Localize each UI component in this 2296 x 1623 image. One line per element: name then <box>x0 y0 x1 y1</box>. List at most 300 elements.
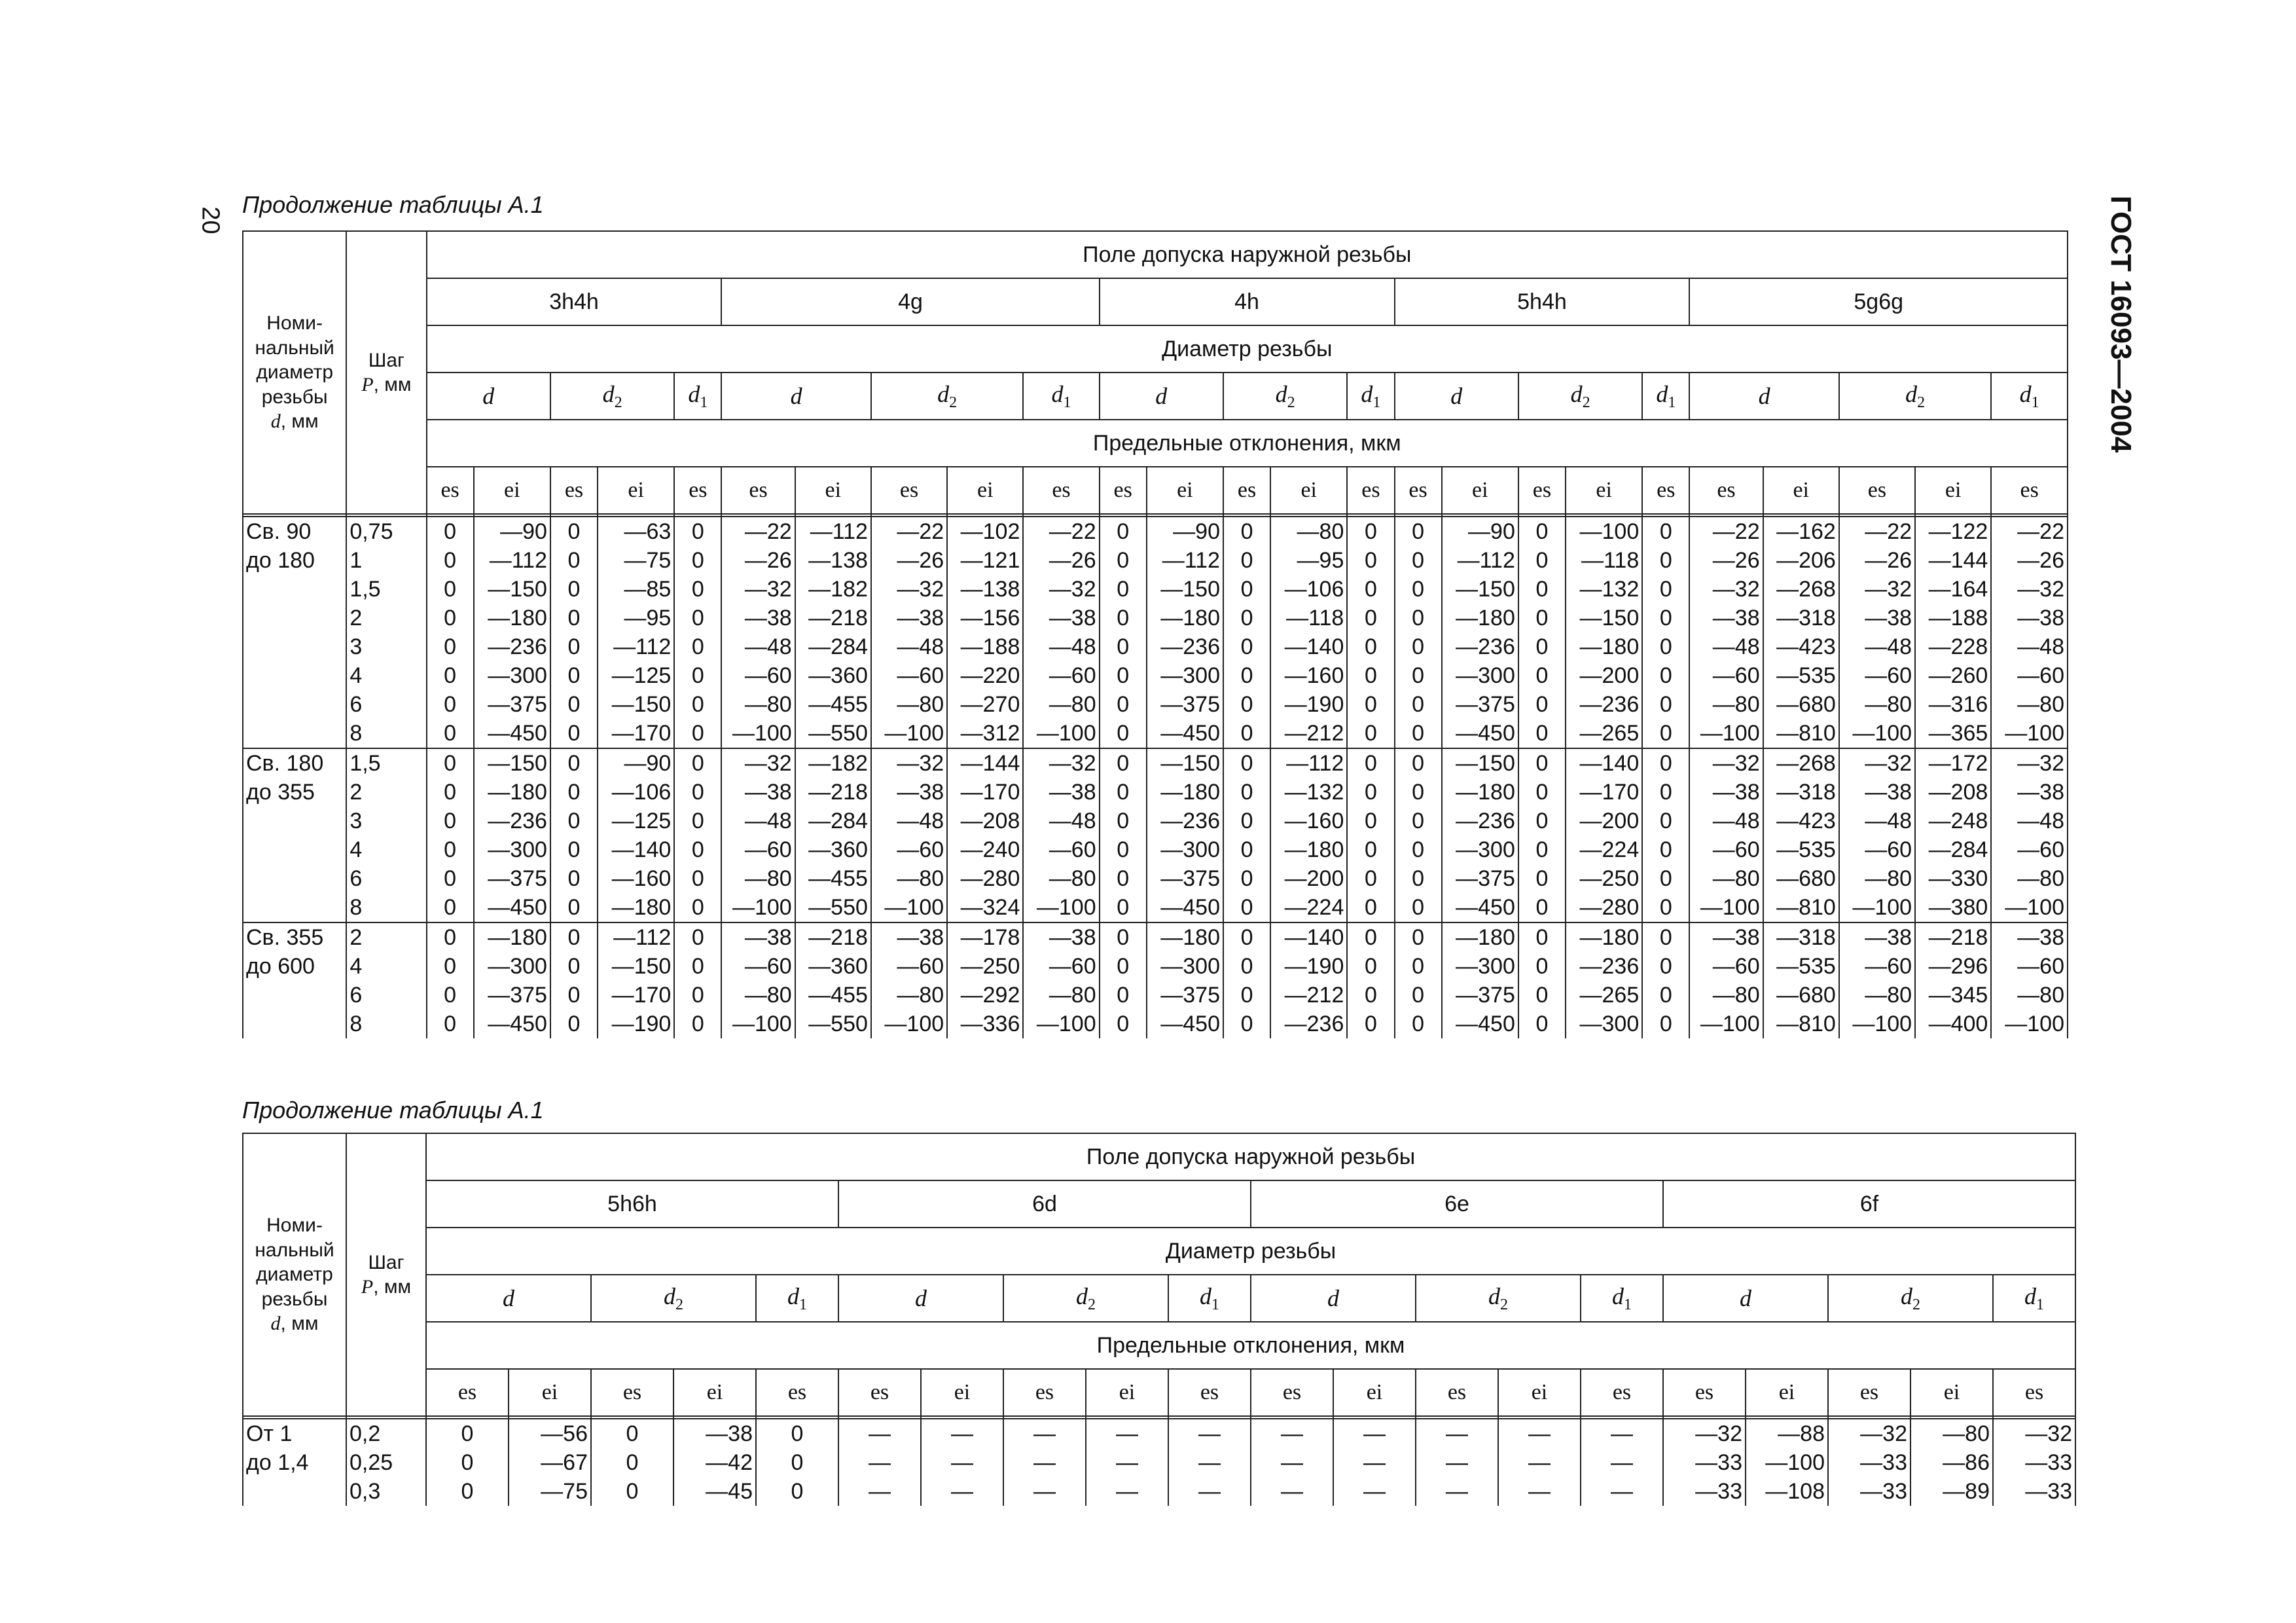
diameter-range-cell <box>243 632 346 661</box>
deviation-cell: —38 <box>1991 604 2068 632</box>
deviation-cell: —48 <box>871 807 947 835</box>
deviation-cell: —280 <box>1566 893 1642 922</box>
deviation-cell: —375 <box>1442 864 1518 893</box>
deviation-cell: — <box>1086 1477 1168 1506</box>
deviation-cell: —423 <box>1763 632 1839 661</box>
deviation-cell: —26 <box>1023 546 1099 575</box>
deviation-cell: —360 <box>795 952 871 981</box>
tolerance-class-header: 5h6h <box>426 1180 838 1228</box>
tolerance-field-header: Поле допуска наружной резьбы <box>426 1133 2075 1180</box>
deviation-cell: —810 <box>1763 719 1839 748</box>
header-row <box>243 420 2068 467</box>
es-header: es <box>838 1369 921 1416</box>
deviation-cell: —32 <box>1993 1419 2075 1448</box>
table-row <box>243 981 2068 1010</box>
step-cell: 1,5 <box>346 748 426 778</box>
deviation-cell: —200 <box>1270 864 1347 893</box>
deviation-cell: 0 <box>1642 1010 1689 1038</box>
deviation-cell: 0 <box>550 778 598 807</box>
deviation-cell: —400 <box>1915 1010 1991 1038</box>
deviation-cell: —80 <box>1023 690 1099 719</box>
deviation-cell: 0 <box>550 981 598 1010</box>
deviation-cell: —450 <box>474 719 550 748</box>
deviation-cell: 0 <box>1100 748 1147 778</box>
deviation-cell: —112 <box>1442 546 1518 575</box>
deviation-cell: —112 <box>598 632 674 661</box>
step-cell: 6 <box>346 981 426 1010</box>
deviation-cell: —218 <box>795 778 871 807</box>
deviation-cell: 0 <box>674 778 721 807</box>
deviation-cell: 0 <box>1642 517 1689 546</box>
deviation-cell: 0 <box>1223 575 1270 604</box>
deviation-cell: —138 <box>795 546 871 575</box>
deviation-cell: —89 <box>1910 1477 1993 1506</box>
deviation-cell: —80 <box>1023 864 1099 893</box>
deviation-cell: 0 <box>1223 632 1270 661</box>
deviation-cell: —38 <box>1689 922 1763 952</box>
step-cell: 8 <box>346 893 426 922</box>
symbol-d2: $d_2$ <box>1518 373 1642 420</box>
deviation-cell: —26 <box>1991 546 2068 575</box>
deviation-cell: 0 <box>1347 661 1394 690</box>
deviation-cell: —112 <box>1147 546 1223 575</box>
deviation-cell: —26 <box>1689 546 1763 575</box>
deviation-cell: 0 <box>1347 575 1394 604</box>
deviation-cell: —150 <box>474 575 550 604</box>
table-row <box>243 690 2068 719</box>
deviation-cell: —32 <box>1839 575 1915 604</box>
deviation-cell: —42 <box>673 1448 756 1477</box>
deviation-cell: 0 <box>1518 719 1566 748</box>
deviation-cell: —455 <box>795 981 871 1010</box>
tolerance-field-header: Поле допуска наружной резьбы <box>427 231 2068 278</box>
deviation-cell: —140 <box>1270 922 1347 952</box>
deviation-cell: —121 <box>947 546 1023 575</box>
deviation-cell: —118 <box>1566 546 1642 575</box>
deviation-cell: —236 <box>1442 807 1518 835</box>
deviation-cell: —270 <box>947 690 1023 719</box>
deviation-cell: —680 <box>1763 981 1839 1010</box>
diameter-range-cell: От 1 <box>243 1419 346 1448</box>
deviation-cell: —60 <box>1991 952 2068 981</box>
deviation-cell: —22 <box>1689 517 1763 546</box>
deviation-cell: 0 <box>1518 632 1566 661</box>
deviation-cell: 0 <box>1223 546 1270 575</box>
deviation-cell: —38 <box>871 778 947 807</box>
deviation-cell: 0 <box>1100 575 1147 604</box>
tolerance-class-header: 4g <box>721 278 1099 325</box>
deviation-cell: —100 <box>871 1010 947 1038</box>
deviation-cell: —375 <box>474 981 550 1010</box>
deviation-cell: — <box>1416 1448 1498 1477</box>
deviation-cell: 0 <box>1642 981 1689 1010</box>
deviation-cell: —60 <box>721 661 795 690</box>
deviation-cell: 0 <box>427 1010 474 1038</box>
deviation-cell: —85 <box>598 575 674 604</box>
symbol-d2: $d_2$ <box>1828 1275 1993 1322</box>
table-row <box>243 922 2068 952</box>
deviation-cell: —284 <box>1915 835 1991 864</box>
deviation-cell: —26 <box>721 546 795 575</box>
deviation-cell: —375 <box>1147 981 1223 1010</box>
deviation-cell: 0 <box>1223 778 1270 807</box>
deviation-cell: — <box>1333 1448 1416 1477</box>
es-header: es <box>427 467 474 514</box>
deviation-cell: —188 <box>947 632 1023 661</box>
deviation-cell: — <box>1251 1419 1333 1448</box>
deviation-cell: —180 <box>1147 922 1223 952</box>
deviation-cell: 0 <box>1347 864 1394 893</box>
deviation-cell: —160 <box>1270 807 1347 835</box>
deviation-cell: —22 <box>721 517 795 546</box>
deviation-cell: —330 <box>1915 864 1991 893</box>
deviation-cell: —80 <box>1991 864 2068 893</box>
deviation-cell: —32 <box>1991 575 2068 604</box>
symbol-d2: $d_2$ <box>550 373 674 420</box>
deviation-cell: — <box>1003 1448 1086 1477</box>
deviation-cell: —450 <box>474 893 550 922</box>
ei-header: ei <box>1763 467 1839 514</box>
symbol-d1: $d_1$ <box>1581 1275 1663 1322</box>
ei-header: ei <box>1270 467 1347 514</box>
deviation-cell: —90 <box>1147 517 1223 546</box>
deviation-cell: — <box>1003 1419 1086 1448</box>
tolerance-class-header: 4h <box>1100 278 1395 325</box>
es-header: es <box>1689 467 1763 514</box>
es-header: es <box>1347 467 1394 514</box>
deviation-cell: —22 <box>1023 517 1099 546</box>
deviation-cell: 0 <box>550 864 598 893</box>
deviation-cell: 0 <box>550 952 598 981</box>
deviation-cell: —132 <box>1270 778 1347 807</box>
deviation-cell: —75 <box>598 546 674 575</box>
deviation-cell: 0 <box>427 546 474 575</box>
symbol-d: d <box>1251 1275 1416 1322</box>
deviation-cell: 0 <box>1223 952 1270 981</box>
deviation-cell: 0 <box>1395 690 1442 719</box>
deviation-cell: —224 <box>1566 835 1642 864</box>
deviation-cell: —550 <box>795 719 871 748</box>
tolerance-class-header: 5g6g <box>1689 278 2068 325</box>
deviation-cell: —32 <box>871 748 947 778</box>
diameter-range-cell: до 355 <box>243 778 346 807</box>
deviation-cell: —268 <box>1763 575 1839 604</box>
deviation-cell: 0 <box>1100 952 1147 981</box>
deviation-cell: 0 <box>1395 864 1442 893</box>
deviation-cell: 0 <box>1395 719 1442 748</box>
deviation-cell: —80 <box>1839 864 1915 893</box>
deviation-cell: 0 <box>427 748 474 778</box>
deviation-cell: —180 <box>1566 922 1642 952</box>
deviation-cell: 0 <box>427 922 474 952</box>
deviation-cell: 0 <box>427 604 474 632</box>
step-cell: 2 <box>346 778 426 807</box>
deviation-cell: 0 <box>1223 807 1270 835</box>
step-cell: 8 <box>346 1010 426 1038</box>
deviation-cell: —150 <box>1147 575 1223 604</box>
deviation-cell: —375 <box>1147 864 1223 893</box>
deviation-cell: 0 <box>1518 517 1566 546</box>
es-header: es <box>550 467 598 514</box>
ei-header: ei <box>1910 1369 1993 1416</box>
deviation-cell: —336 <box>947 1010 1023 1038</box>
deviation-cell: —48 <box>1991 807 2068 835</box>
deviation-cell: —100 <box>1991 719 2068 748</box>
deviation-cell: 0 <box>674 807 721 835</box>
deviation-cell: 0 <box>1223 690 1270 719</box>
deviation-cell: 0 <box>674 632 721 661</box>
deviation-cell: 0 <box>1100 690 1147 719</box>
deviation-cell: 0 <box>1347 632 1394 661</box>
deviation-cell: —450 <box>1442 1010 1518 1038</box>
deviation-cell: 0 <box>1395 546 1442 575</box>
deviation-cell: —80 <box>871 864 947 893</box>
deviation-cell: 0 <box>674 719 721 748</box>
deviation-cell: —375 <box>474 864 550 893</box>
deviation-cell: —38 <box>1839 922 1915 952</box>
diameter-range-cell: Св. 180 <box>243 748 346 778</box>
deviation-cell: —212 <box>1270 719 1347 748</box>
deviation-cell: —324 <box>947 893 1023 922</box>
deviation-cell: —33 <box>1663 1448 1746 1477</box>
page-number: 20 <box>196 206 224 234</box>
step-cell: 6 <box>346 864 426 893</box>
deviation-cell: —535 <box>1763 835 1839 864</box>
diameter-range-cell <box>243 690 346 719</box>
deviation-cell: 0 <box>1395 981 1442 1010</box>
deviation-cell: —265 <box>1566 981 1642 1010</box>
deviation-cell: 0 <box>1642 835 1689 864</box>
deviation-cell: 0 <box>550 517 598 546</box>
deviation-cell: —56 <box>509 1419 591 1448</box>
deviation-cell: —60 <box>871 661 947 690</box>
deviation-cell: —22 <box>1839 517 1915 546</box>
deviation-cell: —32 <box>1991 748 2068 778</box>
step-cell: 4 <box>346 952 426 981</box>
deviation-cell: —100 <box>1689 893 1763 922</box>
deviation-cell: —32 <box>1689 748 1763 778</box>
deviation-cell: — <box>1168 1448 1251 1477</box>
deviation-cell: —236 <box>1442 632 1518 661</box>
deviation-cell: —450 <box>1147 719 1223 748</box>
deviation-cell: 0 <box>674 604 721 632</box>
deviation-cell: —190 <box>1270 952 1347 981</box>
symbol-d1: $d_1$ <box>1642 373 1689 420</box>
deviation-cell: 0 <box>674 864 721 893</box>
diameter-range-cell <box>243 719 346 748</box>
ei-header: ei <box>1442 467 1518 514</box>
deviation-cell: —170 <box>947 778 1023 807</box>
deviation-cell: 0 <box>1223 661 1270 690</box>
deviation-cell: —345 <box>1915 981 1991 1010</box>
table-caption: Продолжение таблицы А.1 <box>242 191 544 218</box>
deviation-cell: —162 <box>1763 517 1839 546</box>
deviation-cell: —180 <box>1566 632 1642 661</box>
deviation-cell: —80 <box>721 864 795 893</box>
deviation-cell: —38 <box>1991 778 2068 807</box>
deviation-cell: 0 <box>1100 1010 1147 1038</box>
deviation-cell: 0 <box>1100 517 1147 546</box>
deviation-cell: 0 <box>674 690 721 719</box>
deviation-cell: 0 <box>1395 748 1442 778</box>
deviation-cell: —33 <box>1993 1477 2075 1506</box>
deviation-cell: 0 <box>427 778 474 807</box>
step-cell: 6 <box>346 690 426 719</box>
deviation-cell: 0 <box>1642 807 1689 835</box>
deviation-cell: —32 <box>1828 1419 1910 1448</box>
step-cell: 8 <box>346 719 426 748</box>
deviation-cell: 0 <box>1642 952 1689 981</box>
deviation-cell: —180 <box>1147 778 1223 807</box>
deviation-cell: 0 <box>1347 893 1394 922</box>
deviation-cell: 0 <box>1518 864 1566 893</box>
deviation-cell: 0 <box>1223 719 1270 748</box>
deviation-cell: 0 <box>427 661 474 690</box>
deviation-cell: 0 <box>427 690 474 719</box>
es-header: es <box>756 1369 838 1416</box>
deviations-header: Предельные отклонения, мкм <box>426 1322 2075 1369</box>
deviation-cell: —140 <box>1566 748 1642 778</box>
deviation-cell: —33 <box>1663 1477 1746 1506</box>
deviation-cell: 0 <box>1518 604 1566 632</box>
deviation-cell: —48 <box>721 807 795 835</box>
deviation-cell: — <box>1333 1419 1416 1448</box>
deviation-cell: —236 <box>1566 690 1642 719</box>
diameter-range-cell: Св. 90 <box>243 517 346 546</box>
deviation-cell: —550 <box>795 893 871 922</box>
deviation-cell: — <box>1416 1477 1498 1506</box>
deviation-cell: —60 <box>1991 835 2068 864</box>
deviation-cell: —265 <box>1566 719 1642 748</box>
deviation-cell: —250 <box>947 952 1023 981</box>
deviation-cell: 0 <box>1642 661 1689 690</box>
deviation-cell: — <box>1498 1477 1581 1506</box>
deviation-cell: —80 <box>1839 981 1915 1010</box>
deviation-cell: 0 <box>1518 981 1566 1010</box>
es-header: es <box>1828 1369 1910 1416</box>
table-row <box>243 835 2068 864</box>
deviation-cell: —450 <box>1442 893 1518 922</box>
deviation-cell: —316 <box>1915 690 1991 719</box>
deviation-cell: —80 <box>1991 981 2068 1010</box>
deviation-cell: —32 <box>1839 748 1915 778</box>
deviation-cell: —810 <box>1763 1010 1839 1038</box>
header-row <box>243 1180 2075 1228</box>
ei-header: ei <box>673 1369 756 1416</box>
symbol-d1: $d_1$ <box>1991 373 2068 420</box>
deviation-cell: —38 <box>1689 604 1763 632</box>
deviation-cell: —178 <box>947 922 1023 952</box>
deviation-cell: 0 <box>1347 748 1394 778</box>
deviation-cell: —236 <box>1147 632 1223 661</box>
deviation-cell: 0 <box>1347 604 1394 632</box>
deviation-cell: 0 <box>1100 864 1147 893</box>
deviation-cell: —292 <box>947 981 1023 1010</box>
deviation-cell: 0 <box>550 835 598 864</box>
deviation-cell: —360 <box>795 661 871 690</box>
deviation-cell: 0 <box>756 1419 838 1448</box>
deviation-cell: —140 <box>1270 632 1347 661</box>
deviation-cell: —32 <box>721 575 795 604</box>
table-row <box>243 893 2068 922</box>
deviation-cell: —300 <box>1442 952 1518 981</box>
deviation-cell: —550 <box>795 1010 871 1038</box>
deviation-cell: —75 <box>509 1477 591 1506</box>
deviation-cell: 0 <box>1395 632 1442 661</box>
table-row <box>243 604 2068 632</box>
deviation-cell: —218 <box>795 604 871 632</box>
deviation-cell: —100 <box>721 719 795 748</box>
deviation-cell: —150 <box>1566 604 1642 632</box>
deviation-cell: — <box>1416 1419 1498 1448</box>
deviation-cell: —375 <box>1442 690 1518 719</box>
header-row <box>243 1275 2075 1322</box>
deviation-cell: — <box>1581 1477 1663 1506</box>
deviation-cell: 0 <box>1518 807 1566 835</box>
deviation-cell: —33 <box>1828 1448 1910 1477</box>
deviation-cell: 0 <box>591 1419 673 1448</box>
deviation-cell: —26 <box>1839 546 1915 575</box>
table-row <box>243 1419 2075 1448</box>
es-header: es <box>1416 1369 1498 1416</box>
deviation-cell: —180 <box>1442 922 1518 952</box>
table-row <box>243 719 2068 748</box>
step-cell: 3 <box>346 632 426 661</box>
table-row <box>243 807 2068 835</box>
deviation-cell: —100 <box>721 893 795 922</box>
tolerance-class-header: 6e <box>1251 1180 1663 1228</box>
nominal-diameter-header: Номи-​нальный диаметр резьбы d, мм <box>243 231 346 514</box>
step-cell: 2 <box>346 604 426 632</box>
deviation-cell: —95 <box>598 604 674 632</box>
deviation-cell: —206 <box>1763 546 1839 575</box>
deviation-cell: 0 <box>756 1477 838 1506</box>
deviation-cell: —360 <box>795 835 871 864</box>
deviation-cell: 0 <box>674 575 721 604</box>
deviation-cell: —450 <box>1442 719 1518 748</box>
es-header: es <box>721 467 795 514</box>
deviation-cell: —180 <box>1442 604 1518 632</box>
symbol-d: d <box>1689 373 1839 420</box>
deviation-cell: — <box>1086 1419 1168 1448</box>
deviation-cell: —156 <box>947 604 1023 632</box>
deviation-cell: 0 <box>674 546 721 575</box>
ei-header: ei <box>474 467 550 514</box>
deviation-cell: 0 <box>1642 778 1689 807</box>
es-header: es <box>1223 467 1270 514</box>
deviation-cell: —535 <box>1763 952 1839 981</box>
deviation-cell: —100 <box>1991 893 2068 922</box>
deviation-cell: 0 <box>1642 690 1689 719</box>
deviation-cell: 0 <box>1100 546 1147 575</box>
step-cell: 0,75 <box>346 517 426 546</box>
deviation-cell: —228 <box>1915 632 1991 661</box>
ei-header: ei <box>947 467 1023 514</box>
deviation-cell: 0 <box>674 981 721 1010</box>
tolerance-class-header: 3h4h <box>427 278 722 325</box>
deviation-cell: —218 <box>1915 922 1991 952</box>
deviation-cell: —80 <box>871 981 947 1010</box>
deviation-cell: —312 <box>947 719 1023 748</box>
deviation-cell: —38 <box>1023 922 1099 952</box>
deviation-cell: 0 <box>1223 748 1270 778</box>
deviation-cell: —236 <box>1270 1010 1347 1038</box>
deviation-cell: —100 <box>1839 719 1915 748</box>
deviation-cell: —32 <box>1023 575 1099 604</box>
header-row <box>243 1369 2075 1416</box>
nominal-diameter-header: Номи-​нальный диаметр резьбы d, мм <box>243 1133 346 1416</box>
deviation-cell: —300 <box>1147 952 1223 981</box>
